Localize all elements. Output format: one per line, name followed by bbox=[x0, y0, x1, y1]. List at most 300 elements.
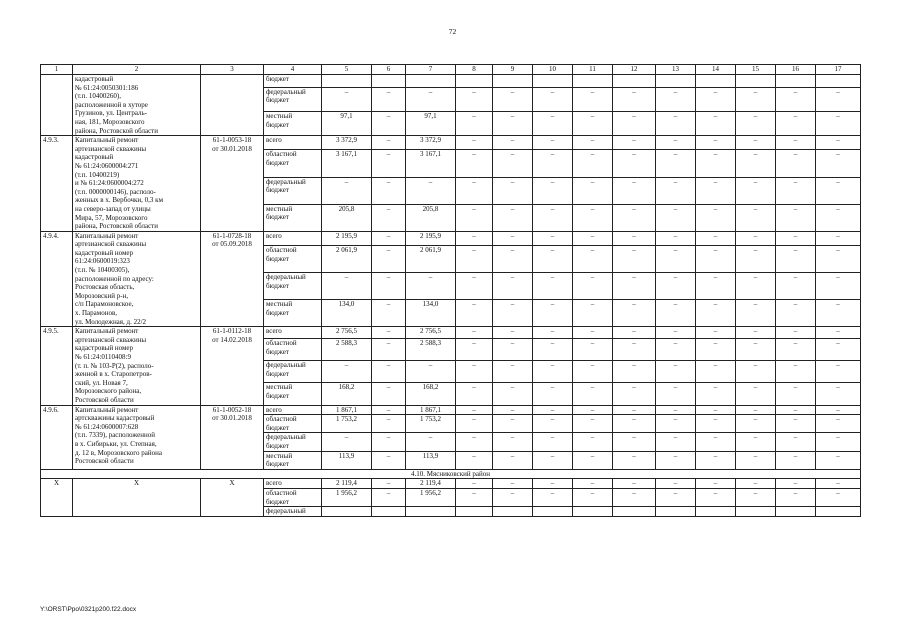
value-col-10: – bbox=[533, 177, 573, 204]
value-col-16: – bbox=[776, 415, 816, 433]
header-col-11: 11 bbox=[573, 65, 613, 75]
value-col-5 bbox=[322, 507, 372, 517]
header-col-3: 3 bbox=[201, 65, 264, 75]
value-col-10: – bbox=[533, 405, 573, 415]
value-col-7: – bbox=[406, 273, 456, 300]
value-col-13: – bbox=[656, 338, 696, 360]
value-col-6: – bbox=[372, 327, 406, 339]
value-col-11: – bbox=[573, 136, 613, 150]
value-col-16: – bbox=[776, 300, 816, 327]
value-col-15: – bbox=[736, 150, 776, 177]
value-col-12: – bbox=[613, 361, 656, 383]
value-col-15: – bbox=[736, 451, 776, 469]
value-col-5: 168,2 bbox=[322, 383, 372, 405]
value-col-17: – bbox=[816, 150, 861, 177]
value-col-16 bbox=[776, 507, 816, 517]
value-col-13: – bbox=[656, 150, 696, 177]
value-col-16: – bbox=[776, 136, 816, 150]
value-col-10: – bbox=[533, 488, 573, 506]
value-col-10: – bbox=[533, 300, 573, 327]
value-col-15: – bbox=[736, 245, 776, 272]
funding-source: местный бюджет bbox=[264, 300, 322, 327]
value-col-6: – bbox=[372, 87, 406, 111]
value-col-7: 1 956,2 bbox=[406, 488, 456, 506]
header-col-10: 10 bbox=[533, 65, 573, 75]
value-col-13: – bbox=[656, 300, 696, 327]
item-name: Капитальный ремонт артезианской скважины кадастровый № 61:24:0600004:271 (т.п. 10400219) и № 61:24:0600004:272 (т.п. 0000000146), располо- женных в х. Вербочки, 0,3 км на северо-запад от улицы Мира, 57, Морозовского района, Ростовской области bbox=[73, 136, 201, 232]
funding-source: областной бюджет bbox=[264, 245, 322, 272]
value-col-6: – bbox=[372, 204, 406, 231]
value-col-6: – bbox=[372, 338, 406, 360]
value-col-16: – bbox=[776, 231, 816, 245]
value-col-13: – bbox=[656, 245, 696, 272]
value-col-5: 2 195,9 bbox=[322, 231, 372, 245]
value-col-14: – bbox=[696, 231, 736, 245]
value-col-9: – bbox=[493, 451, 533, 469]
header-col-15: 15 bbox=[736, 65, 776, 75]
item-document: Х bbox=[201, 479, 264, 516]
value-col-16: – bbox=[776, 433, 816, 451]
value-col-10: – bbox=[533, 383, 573, 405]
value-col-15: – bbox=[736, 111, 776, 135]
value-col-16: – bbox=[776, 177, 816, 204]
value-col-11: – bbox=[573, 479, 613, 489]
value-col-9: – bbox=[493, 150, 533, 177]
funding-source: бюджет bbox=[264, 75, 322, 88]
value-col-15: – bbox=[736, 479, 776, 489]
value-col-16: – bbox=[776, 479, 816, 489]
value-col-11: – bbox=[573, 150, 613, 177]
value-col-17: – bbox=[816, 87, 861, 111]
value-col-12: – bbox=[613, 451, 656, 469]
value-col-16: – bbox=[776, 245, 816, 272]
value-col-17: – bbox=[816, 338, 861, 360]
value-col-14: – bbox=[696, 245, 736, 272]
value-col-11: – bbox=[573, 204, 613, 231]
value-col-5: 134,0 bbox=[322, 300, 372, 327]
value-col-12: – bbox=[613, 338, 656, 360]
value-col-6: – bbox=[372, 361, 406, 383]
value-col-17: – bbox=[816, 273, 861, 300]
funding-source: федеральный bbox=[264, 507, 322, 517]
value-col-17: – bbox=[816, 405, 861, 415]
value-col-8 bbox=[456, 507, 493, 517]
value-col-14 bbox=[696, 507, 736, 517]
value-col-9: – bbox=[493, 111, 533, 135]
value-col-16: – bbox=[776, 204, 816, 231]
value-col-9: – bbox=[493, 405, 533, 415]
value-col-9: – bbox=[493, 338, 533, 360]
value-col-11: – bbox=[573, 361, 613, 383]
value-col-14: – bbox=[696, 451, 736, 469]
header-col-5: 5 bbox=[322, 65, 372, 75]
value-col-9: – bbox=[493, 479, 533, 489]
value-col-5: 205,8 bbox=[322, 204, 372, 231]
value-col-10: – bbox=[533, 415, 573, 433]
value-col-15: – bbox=[736, 383, 776, 405]
value-col-12: – bbox=[613, 479, 656, 489]
section-row bbox=[41, 469, 861, 479]
value-col-15: – bbox=[736, 405, 776, 415]
value-col-8: – bbox=[456, 415, 493, 433]
value-col-13: – bbox=[656, 415, 696, 433]
value-col-16: – bbox=[776, 383, 816, 405]
value-col-6: – bbox=[372, 150, 406, 177]
value-col-8: – bbox=[456, 405, 493, 415]
value-col-15: – bbox=[736, 415, 776, 433]
value-col-8: – bbox=[456, 479, 493, 489]
value-col-5: 2 119,4 bbox=[322, 479, 372, 489]
value-col-6: – bbox=[372, 273, 406, 300]
value-col-17: – bbox=[816, 245, 861, 272]
header-col-16: 16 bbox=[776, 65, 816, 75]
value-col-12: – bbox=[613, 204, 656, 231]
value-col-12: – bbox=[613, 231, 656, 245]
value-col-7: 2 061,9 bbox=[406, 245, 456, 272]
value-col-8: – bbox=[456, 300, 493, 327]
value-col-17: – bbox=[816, 204, 861, 231]
value-col-16: – bbox=[776, 488, 816, 506]
value-col-9 bbox=[493, 507, 533, 517]
value-col-14: – bbox=[696, 488, 736, 506]
value-col-12: – bbox=[613, 433, 656, 451]
value-col-12: – bbox=[613, 273, 656, 300]
value-col-13 bbox=[656, 507, 696, 517]
value-col-14: – bbox=[696, 479, 736, 489]
budget-table bbox=[40, 64, 861, 517]
funding-source: всего bbox=[264, 479, 322, 489]
value-col-14: – bbox=[696, 87, 736, 111]
value-col-8: – bbox=[456, 245, 493, 272]
value-col-12 bbox=[613, 75, 656, 88]
value-col-14: – bbox=[696, 177, 736, 204]
value-col-8: – bbox=[456, 150, 493, 177]
funding-source: всего bbox=[264, 405, 322, 415]
value-col-7: 97,1 bbox=[406, 111, 456, 135]
item-name: Капитальный ремонт артскважины кадастровый № 61:24:0600007:628 (т.п. 7339), расположенной в х. Сибирьки, ул. Степная, д. 12 в, Морозовского района Ростовской области bbox=[73, 405, 201, 469]
value-col-17 bbox=[816, 75, 861, 88]
value-col-7: 3 372,9 bbox=[406, 136, 456, 150]
header-col-1: 1 bbox=[41, 65, 73, 75]
value-col-14: – bbox=[696, 204, 736, 231]
value-col-15 bbox=[736, 507, 776, 517]
value-col-13: – bbox=[656, 111, 696, 135]
value-col-6: – bbox=[372, 383, 406, 405]
value-col-5: – bbox=[322, 177, 372, 204]
value-col-10: – bbox=[533, 433, 573, 451]
value-col-13: – bbox=[656, 327, 696, 339]
value-col-14: – bbox=[696, 338, 736, 360]
value-col-13: – bbox=[656, 361, 696, 383]
value-col-10: – bbox=[533, 204, 573, 231]
funding-source: местный бюджет bbox=[264, 204, 322, 231]
value-col-17: – bbox=[816, 136, 861, 150]
value-col-10: – bbox=[533, 231, 573, 245]
value-col-7: – bbox=[406, 433, 456, 451]
value-col-17: – bbox=[816, 111, 861, 135]
funding-source: местный бюджет bbox=[264, 383, 322, 405]
value-col-7 bbox=[406, 507, 456, 517]
funding-source: федеральный бюджет bbox=[264, 433, 322, 451]
funding-source: местный бюджет bbox=[264, 451, 322, 469]
value-col-16: – bbox=[776, 111, 816, 135]
header-col-2: 2 bbox=[73, 65, 201, 75]
item-document: 61-1-0112-18 от 14.02.2018 bbox=[201, 327, 264, 405]
value-col-17 bbox=[816, 507, 861, 517]
value-col-16: – bbox=[776, 327, 816, 339]
value-col-7: 205,8 bbox=[406, 204, 456, 231]
value-col-8 bbox=[456, 75, 493, 88]
value-col-9 bbox=[493, 75, 533, 88]
value-col-16: – bbox=[776, 273, 816, 300]
value-col-12: – bbox=[613, 405, 656, 415]
value-col-13: – bbox=[656, 488, 696, 506]
value-col-8: – bbox=[456, 433, 493, 451]
value-col-11: – bbox=[573, 405, 613, 415]
value-col-6: – bbox=[372, 177, 406, 204]
value-col-10: – bbox=[533, 245, 573, 272]
value-col-10: – bbox=[533, 87, 573, 111]
value-col-5: – bbox=[322, 433, 372, 451]
value-col-15: – bbox=[736, 273, 776, 300]
value-col-9: – bbox=[493, 415, 533, 433]
value-col-5: – bbox=[322, 361, 372, 383]
value-col-13: – bbox=[656, 451, 696, 469]
value-col-7: 2 756,5 bbox=[406, 327, 456, 339]
value-col-11: – bbox=[573, 451, 613, 469]
value-col-7: 2 119,4 bbox=[406, 479, 456, 489]
value-col-6: – bbox=[372, 405, 406, 415]
value-col-6: – bbox=[372, 451, 406, 469]
value-col-16: – bbox=[776, 87, 816, 111]
header-col-6: 6 bbox=[372, 65, 406, 75]
value-col-8: – bbox=[456, 383, 493, 405]
value-col-8: – bbox=[456, 87, 493, 111]
value-col-15: – bbox=[736, 231, 776, 245]
value-col-14: – bbox=[696, 433, 736, 451]
value-col-12: – bbox=[613, 136, 656, 150]
value-col-14: – bbox=[696, 273, 736, 300]
header-col-13: 13 bbox=[656, 65, 696, 75]
value-col-7: 3 167,1 bbox=[406, 150, 456, 177]
value-col-5: 1 956,2 bbox=[322, 488, 372, 506]
value-col-13: – bbox=[656, 136, 696, 150]
value-col-9: – bbox=[493, 300, 533, 327]
header-col-17: 17 bbox=[816, 65, 861, 75]
value-col-9: – bbox=[493, 383, 533, 405]
value-col-6: – bbox=[372, 415, 406, 433]
value-col-11 bbox=[573, 75, 613, 88]
value-col-17: – bbox=[816, 231, 861, 245]
value-col-8: – bbox=[456, 136, 493, 150]
value-col-10: – bbox=[533, 338, 573, 360]
value-col-15: – bbox=[736, 361, 776, 383]
value-col-12: – bbox=[613, 300, 656, 327]
value-col-9: – bbox=[493, 136, 533, 150]
funding-source: местный бюджет bbox=[264, 111, 322, 135]
value-col-9: – bbox=[493, 488, 533, 506]
item-name: кадастровый № 61:24:0050301:186 (т.п. 10400260), расположенной в хуторе Грузинов, ул. Централь- ная, 181, Морозовского района, Ростовской области bbox=[73, 75, 201, 136]
value-col-14 bbox=[696, 75, 736, 88]
value-col-10: – bbox=[533, 111, 573, 135]
value-col-6: – bbox=[372, 231, 406, 245]
item-document bbox=[201, 75, 264, 136]
item-number: Х bbox=[41, 479, 73, 516]
value-col-9: – bbox=[493, 273, 533, 300]
header-col-4: 4 bbox=[264, 65, 322, 75]
value-col-15: – bbox=[736, 177, 776, 204]
value-col-7: – bbox=[406, 87, 456, 111]
value-col-15: – bbox=[736, 433, 776, 451]
value-col-11: – bbox=[573, 87, 613, 111]
value-col-11: – bbox=[573, 245, 613, 272]
value-col-6 bbox=[372, 507, 406, 517]
value-col-11: – bbox=[573, 338, 613, 360]
value-col-7: – bbox=[406, 361, 456, 383]
value-col-16: – bbox=[776, 338, 816, 360]
table-row bbox=[41, 231, 861, 245]
value-col-11: – bbox=[573, 488, 613, 506]
funding-source: федеральный бюджет bbox=[264, 177, 322, 204]
value-col-5: 3 167,1 bbox=[322, 150, 372, 177]
value-col-7: 1 867,1 bbox=[406, 405, 456, 415]
funding-source: всего bbox=[264, 136, 322, 150]
value-col-14: – bbox=[696, 111, 736, 135]
value-col-5: – bbox=[322, 87, 372, 111]
value-col-10: – bbox=[533, 327, 573, 339]
value-col-13: – bbox=[656, 87, 696, 111]
value-col-7: 168,2 bbox=[406, 383, 456, 405]
funding-source: всего bbox=[264, 327, 322, 339]
header-col-12: 12 bbox=[613, 65, 656, 75]
value-col-8: – bbox=[456, 338, 493, 360]
header-col-8: 8 bbox=[456, 65, 493, 75]
value-col-8: – bbox=[456, 231, 493, 245]
value-col-7: 113,9 bbox=[406, 451, 456, 469]
item-name: Х bbox=[73, 479, 201, 516]
value-col-6: – bbox=[372, 111, 406, 135]
value-col-5: 2 061,9 bbox=[322, 245, 372, 272]
value-col-5: 1 753,2 bbox=[322, 415, 372, 433]
value-col-5: – bbox=[322, 273, 372, 300]
value-col-8: – bbox=[456, 204, 493, 231]
value-col-11: – bbox=[573, 433, 613, 451]
value-col-8: – bbox=[456, 451, 493, 469]
value-col-6: – bbox=[372, 488, 406, 506]
value-col-10: – bbox=[533, 479, 573, 489]
value-col-12: – bbox=[613, 415, 656, 433]
section-title: 4.10. Мясниковский район bbox=[41, 469, 861, 479]
value-col-17: – bbox=[816, 300, 861, 327]
value-col-7: 1 753,2 bbox=[406, 415, 456, 433]
value-col-10: – bbox=[533, 136, 573, 150]
value-col-6: – bbox=[372, 433, 406, 451]
value-col-9: – bbox=[493, 327, 533, 339]
value-col-13: – bbox=[656, 177, 696, 204]
page-number: 72 bbox=[448, 27, 457, 36]
value-col-11: – bbox=[573, 383, 613, 405]
value-col-17: – bbox=[816, 361, 861, 383]
value-col-9: – bbox=[493, 177, 533, 204]
funding-source: федеральный бюджет bbox=[264, 87, 322, 111]
value-col-15: – bbox=[736, 488, 776, 506]
value-col-12: – bbox=[613, 177, 656, 204]
value-col-13: – bbox=[656, 405, 696, 415]
header-col-9: 9 bbox=[493, 65, 533, 75]
value-col-10: – bbox=[533, 273, 573, 300]
value-col-6 bbox=[372, 75, 406, 88]
item-number bbox=[41, 75, 73, 136]
value-col-11 bbox=[573, 507, 613, 517]
table-row bbox=[41, 136, 861, 150]
funding-source: всего bbox=[264, 231, 322, 245]
table-row bbox=[41, 75, 861, 88]
value-col-5 bbox=[322, 75, 372, 88]
item-name: Капитальный ремонт артезианской скважины кадастровый номер 61:24:0600019:323 (т.п. № 10400305), расположенной по адресу: Ростовская область, Морозовский р-н, с/п Парамоновское, х. Парамонов, ул. Молодежная, д. 22/2 bbox=[73, 231, 201, 327]
value-col-8: – bbox=[456, 111, 493, 135]
value-col-13: – bbox=[656, 383, 696, 405]
value-col-14: – bbox=[696, 136, 736, 150]
value-col-9: – bbox=[493, 245, 533, 272]
value-col-17: – bbox=[816, 433, 861, 451]
value-col-12: – bbox=[613, 488, 656, 506]
value-col-13: – bbox=[656, 479, 696, 489]
value-col-8: – bbox=[456, 177, 493, 204]
funding-source: областной бюджет bbox=[264, 338, 322, 360]
funding-source: областной бюджет bbox=[264, 150, 322, 177]
value-col-17: – bbox=[816, 327, 861, 339]
value-col-17: – bbox=[816, 177, 861, 204]
value-col-8: – bbox=[456, 273, 493, 300]
value-col-9: – bbox=[493, 87, 533, 111]
value-col-11: – bbox=[573, 231, 613, 245]
value-col-16: – bbox=[776, 361, 816, 383]
value-col-16: – bbox=[776, 451, 816, 469]
value-col-11: – bbox=[573, 415, 613, 433]
header-col-14: 14 bbox=[696, 65, 736, 75]
file-path-footer: Y:\ORST\Ppo\0321p200.f22.docx bbox=[40, 606, 137, 613]
value-col-13: – bbox=[656, 273, 696, 300]
value-col-15: – bbox=[736, 327, 776, 339]
value-col-7: 2 588,3 bbox=[406, 338, 456, 360]
value-col-12: – bbox=[613, 150, 656, 177]
value-col-9: – bbox=[493, 361, 533, 383]
value-col-8: – bbox=[456, 327, 493, 339]
value-col-15: – bbox=[736, 87, 776, 111]
value-col-17: – bbox=[816, 383, 861, 405]
value-col-14: – bbox=[696, 415, 736, 433]
value-col-13 bbox=[656, 75, 696, 88]
funding-source: федеральный бюджет bbox=[264, 361, 322, 383]
value-col-10: – bbox=[533, 361, 573, 383]
value-col-17: – bbox=[816, 488, 861, 506]
table-row bbox=[41, 327, 861, 339]
value-col-8: – bbox=[456, 361, 493, 383]
value-col-17: – bbox=[816, 479, 861, 489]
funding-source: федеральный бюджет bbox=[264, 273, 322, 300]
value-col-11: – bbox=[573, 327, 613, 339]
value-col-15: – bbox=[736, 338, 776, 360]
value-col-5: 2 756,5 bbox=[322, 327, 372, 339]
value-col-15 bbox=[736, 75, 776, 88]
value-col-11: – bbox=[573, 300, 613, 327]
item-number: 4.9.4. bbox=[41, 231, 73, 327]
value-col-9: – bbox=[493, 204, 533, 231]
value-col-12: – bbox=[613, 383, 656, 405]
value-col-17: – bbox=[816, 415, 861, 433]
table-row bbox=[41, 405, 861, 415]
item-name: Капитальный ремонт артезианской скважины кадастровый номер № 61:24:0110408:9 (т. п. № 103-Р(2), располо- женной в х. Старопетров- ский, ул. Новая 7, Морозовского района, Ростовской области bbox=[73, 327, 201, 405]
